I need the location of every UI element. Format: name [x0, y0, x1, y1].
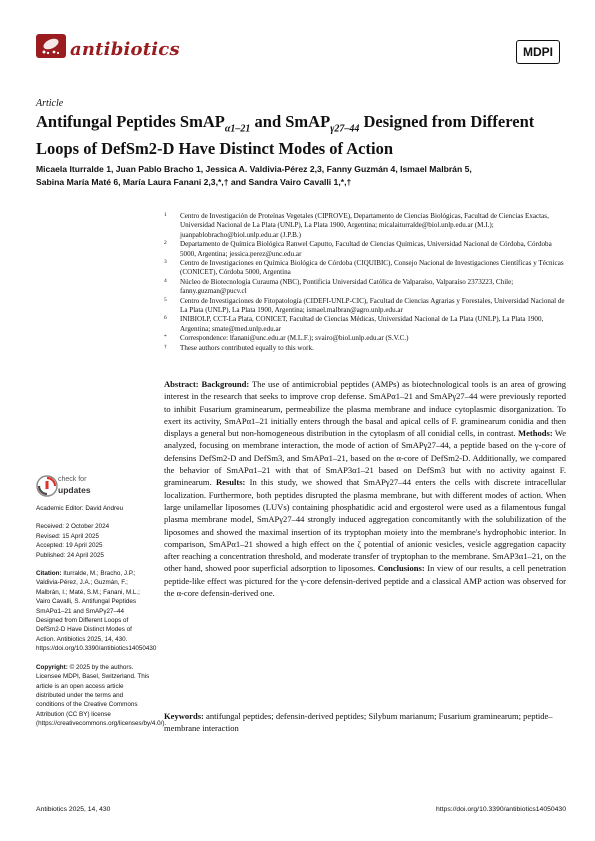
- affiliation-item: 1 Centro de Investigación de Proteínas Vegetales (CIPROVE), Departamento de Ciencias Biológicas, Facultad de Ciencias Exactas, Universidad Nacional de La Plata (UNLP), La Plata 1900, Argentina; micalaiturralde@biol.unlp.edu.ar (M.I.); juanpablobracho@biol.unlp.edu.ar (J.P.B.): [164, 212, 549, 239]
- sidebar-metadata: [36, 504, 167, 729]
- affiliation-item: 3 Centro de Investigaciones en Química Biológica de Córdoba (CIQUIBIC), Consejo Nacional de Investigaciones Científicas y Técnicas (CONICET), Córdoba 5000, Argentina: [164, 259, 564, 277]
- citation: Citation: Iturralde, M.; Bracho, J.P.; Valdivia-Pérez, J.A.; Guzmán, F.; Malbrán, I.; Maté, S.M.; Fanani, M.L.; Vairo Cavalli, S. Antifungal Peptides SmAPα1–21 and SmAPγ27–44 Designed from Different Loops of DefSm2-D Have Distinct Modes of Action. Antibiotics 2025, 14, 430. https://doi.org/10.3390/antibiotics14050430: [36, 570, 157, 653]
- affiliation-item: 2 Departamento de Química Biológica Ranwel Caputto, Facultad de Ciencias Químicas, Universidad Nacional de Córdoba, Córdoba 5000, Argentina; jessica.perez@unc.edu.ar: [164, 240, 552, 258]
- methods-label: Methods:: [518, 428, 553, 439]
- methods-text: We analyzed, focusing on membrane interaction, the mode of action of SmAPγ27–44, a peptide based on the γ-core of defensins DefSm2-D and DefSm3, and SmAPα1–21, based on the α-core of DefSm2-D. Additionally, we compared the behavior of SmAPα1–21 with that of SmAP3α1–21 based on DefSm3 but with no activity against F. graminearum.: [164, 428, 567, 488]
- correspondence: * Correspondence: lfanani@unc.edu.ar (M.L.F.); svairo@biol.unlp.edu.ar (S.V.C.): [164, 334, 409, 343]
- journal-logo-icon: [36, 34, 66, 58]
- article-title: Antifungal Peptides SmAP$_{\alpha 1-21}$ and SmAP$_{\gamma 27-44}$ Designed from Different Loops of DefSm2-D Have Distinct Modes of Action: [36, 112, 535, 159]
- check-updates-icon[interactable]: [36, 475, 58, 497]
- published-date: Published: 24 April 2025: [36, 551, 104, 559]
- results-text: In this study, we showed that SmAPγ27–44 enters the cells with discrete intracellular localization. Furthermore, both peptides disrupted the plasma membrane, but with different modes of action. When large unilamellar liposomes (LUVs) containing phosphatidic acid and ergosterol were used as a filamentous fungal plasma membrane model, SmAPγ27–44 strongly induced aggregation concomitantly with the solubilization of the liposomes and showed the maximal insertion of its tryptophan moiety into the membrane's hydrophobic interior. In comparison, SmAPα1–21 showed a high effect on the ζ potential of anionic vesicles, vesicle aggregation capacity after reaching a concentration threshold, and moderate transfer of tryptophan to the membrane. SmAP3α1–21, on the other hand, showed poor superficial adsorption to liposomes.: [164, 477, 567, 574]
- revised-date: Revised: 15 April 2025: [36, 532, 100, 540]
- copyright: Copyright: © 2025 by the authors. Licensee MDPI, Basel, Switzerland. This article is an open access article distributed under the terms and conditions of the Creative Commons Attribution (CC BY) license (https://creativecommons.org/licenses/by/4.0/).: [36, 663, 167, 728]
- journal-name[interactable]: antibiotics: [70, 39, 180, 60]
- article-type: Article: [36, 98, 64, 109]
- footer-citation: Antibiotics 2025, 14, 430: [36, 806, 111, 813]
- author-line-2[interactable]: Sabina María Maté 6, María Laura Fanani 2,3,*,† and Sandra Vairo Cavalli 1,*,†: [36, 177, 352, 187]
- affiliations-list: [164, 212, 566, 353]
- author-list: [36, 163, 566, 189]
- academic-editor: Academic Editor: David Andreu: [36, 505, 124, 512]
- keywords-label: Keywords:: [164, 711, 204, 721]
- abstract: [164, 378, 566, 599]
- affiliation-item: 4 Núcleo de Biotecnología Curauma (NBC), Pontificia Universidad Católica de Valparaíso, Valparaíso 2373223, Chile; fanny.guzman@pucv.cl: [164, 277, 514, 296]
- received-date: Received: 2 October 2024: [36, 523, 110, 531]
- conclusions-label: Conclusions:: [377, 563, 425, 574]
- keywords: [164, 710, 566, 735]
- publisher-logo[interactable]: MDPI: [516, 40, 560, 64]
- updates-label[interactable]: updates: [58, 485, 91, 495]
- author-line-1[interactable]: Micaela Iturralde 1, Juan Pablo Bracho 1, Jessica A. Valdivia-Pérez 2,3, Fanny Guzmán 4, Ismael Malbrán 5,: [36, 164, 472, 174]
- background-label: Background:: [201, 379, 250, 389]
- equal-contribution-note: † These authors contributed equally to this work.: [164, 343, 314, 352]
- keywords-text: antifungal peptides; defensin-derived peptides; Silybum marianum; Fusarium graminearum; peptide–membrane interaction: [164, 711, 553, 734]
- results-label: Results:: [215, 477, 246, 488]
- affiliation-item: 6 INIBIOLP, CCT-La Plata, CONICET, Facultad de Ciencias Médicas, Universidad Nacional de La Plata (UNLP), La Plata 1900, Argentina; smate@med.unlp.edu.ar: [164, 315, 544, 333]
- affiliation-item: 5 Centro de Investigaciones de Fitopatología (CIDEFI-UNLP-CIC), Facultad de Ciencias Agrarias y Forestales, Universidad Nacional de La Plata (UNLP), La Plata 1900, Argentina; ismael.malbran@agro.unlp.edu.ar: [164, 296, 565, 315]
- accepted-date: Accepted: 19 April 2025: [36, 542, 103, 550]
- check-for-label[interactable]: check for: [58, 476, 87, 483]
- background-text: The use of antimicrobial peptides (AMPs) as biotechnological tools is an area of growing interest in the research that seeks to improve crop defense. SmAPα1–21 and SmAPγ27–44 were previously reported to inhibit Fusarium graminearum, permeabilize the plasma membrane and induce cytoplasmic disorganization. To exert its activity, SmAPα1–21 initially enters through the basal and apical cells of F. graminearum conidia and then displays a general but non-homogeneous distribution in the cytoplasm of all conidial cells, in contrast.: [164, 379, 567, 439]
- conclusions-text: In view of our results, a cell penetration peptide-like effect was pictured for the γ-core defensin-derived peptide and a classical AMP action was observed for the α-core defensin-derived one.: [164, 563, 566, 599]
- abstract-heading: Abstract:: [164, 379, 199, 389]
- footer-doi-link[interactable]: https://doi.org/10.3390/antibiotics14050430: [436, 806, 566, 813]
